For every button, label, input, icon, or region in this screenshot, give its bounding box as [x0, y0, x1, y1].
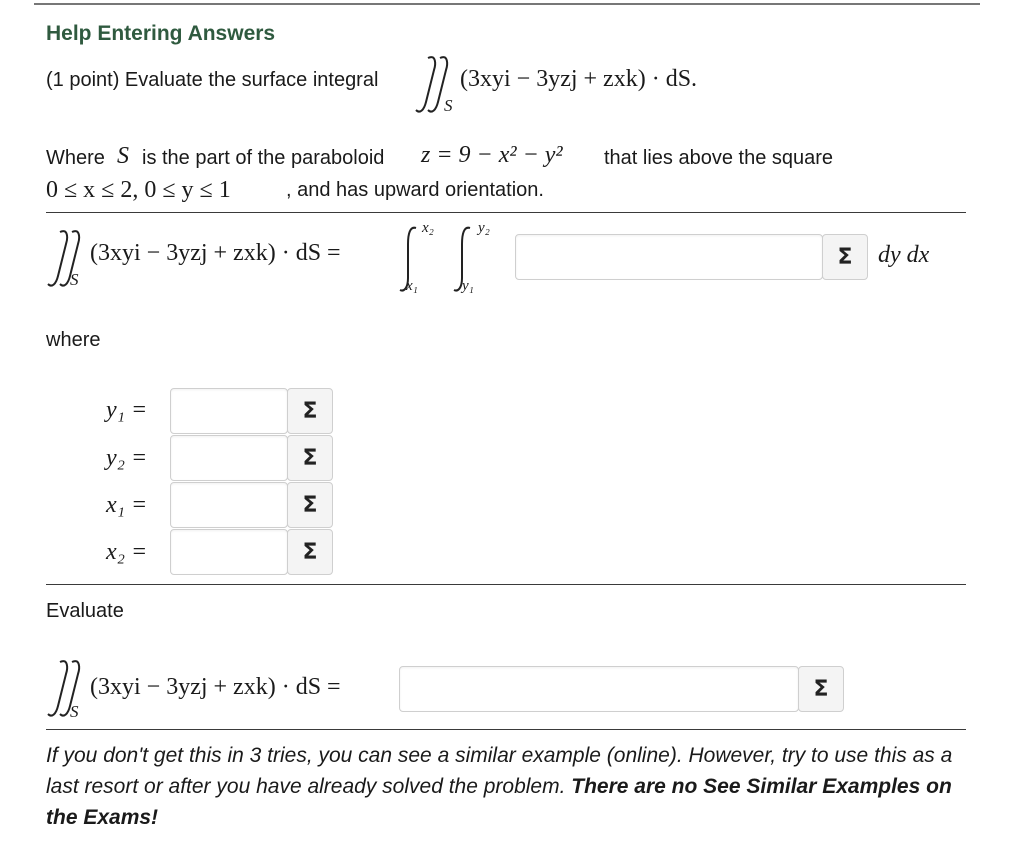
upper-limit-y: y₂ — [478, 220, 490, 236]
top-divider — [34, 3, 980, 5]
setup-integrand: (3xyi − 3yzj + zxk) · dS = — [90, 240, 341, 266]
square-bounds: 0 ≤ x ≤ 2, 0 ≤ y ≤ 1 — [46, 177, 231, 203]
sigma-button[interactable]: Σ — [287, 388, 333, 434]
dy-dx-label: dy dx — [878, 242, 930, 268]
bound-label-x1: x₁ = — [106, 492, 148, 518]
where-text-3: that lies above the square — [604, 147, 834, 169]
integral-subscript-s: S — [70, 702, 79, 721]
where-text-1: Where — [46, 147, 105, 169]
x1-input[interactable] — [170, 482, 288, 528]
paraboloid-equation: z = 9 − x² − y² — [421, 142, 563, 168]
double-integral-icon — [46, 656, 92, 722]
where-s-symbol: S — [117, 143, 129, 169]
sigma-button[interactable]: Σ — [798, 666, 844, 712]
help-entering-answers-link[interactable]: Help Entering Answers — [46, 22, 276, 45]
evaluate-integrand: (3xyi − 3yzj + zxk) · dS = — [90, 674, 341, 700]
sigma-button[interactable]: Σ — [287, 482, 333, 528]
where-text-2: is the part of the paraboloid — [142, 147, 385, 169]
footer-note — [46, 740, 976, 833]
sigma-button[interactable]: Σ — [287, 529, 333, 575]
lower-limit-x: x₁ — [406, 278, 418, 294]
double-integral-icon — [46, 226, 92, 292]
double-integral-icon — [414, 52, 460, 118]
bound-label-y1: y₁ = — [106, 397, 148, 423]
where-text-4: , and has upward orientation. — [286, 179, 544, 201]
evaluate-label: Evaluate — [46, 600, 124, 622]
footer-bold-text: There are no See Similar Examples on the Exams! — [46, 775, 952, 829]
problem-intro: (1 point) Evaluate the surface integral — [46, 69, 379, 91]
y2-input[interactable] — [170, 435, 288, 481]
integrand-answer-input[interactable] — [515, 234, 823, 280]
upper-limit-x: x₂ — [422, 220, 434, 236]
x2-input[interactable] — [170, 529, 288, 575]
integral-subscript-s: S — [70, 270, 79, 289]
problem-integrand: (3xyi − 3yzj + zxk) · dS. — [460, 66, 698, 92]
sigma-button[interactable]: Σ — [287, 435, 333, 481]
evaluate-answer-input[interactable] — [399, 666, 799, 712]
bound-label-y2: y₂ = — [106, 445, 148, 471]
divider-3 — [46, 729, 966, 730]
y1-input[interactable] — [170, 388, 288, 434]
footer-text: If you don't get this in 3 tries, you can see a similar example (online). However, try to use this as a last resort or after you have already solved the problem. — [46, 744, 953, 798]
where-label: where — [46, 329, 101, 351]
divider-2 — [46, 584, 966, 585]
bound-label-x2: x₂ = — [106, 539, 148, 565]
lower-limit-y: y₁ — [462, 278, 474, 294]
integral-subscript-s: S — [444, 96, 453, 115]
divider-1 — [46, 212, 966, 213]
sigma-button[interactable]: Σ — [822, 234, 868, 280]
